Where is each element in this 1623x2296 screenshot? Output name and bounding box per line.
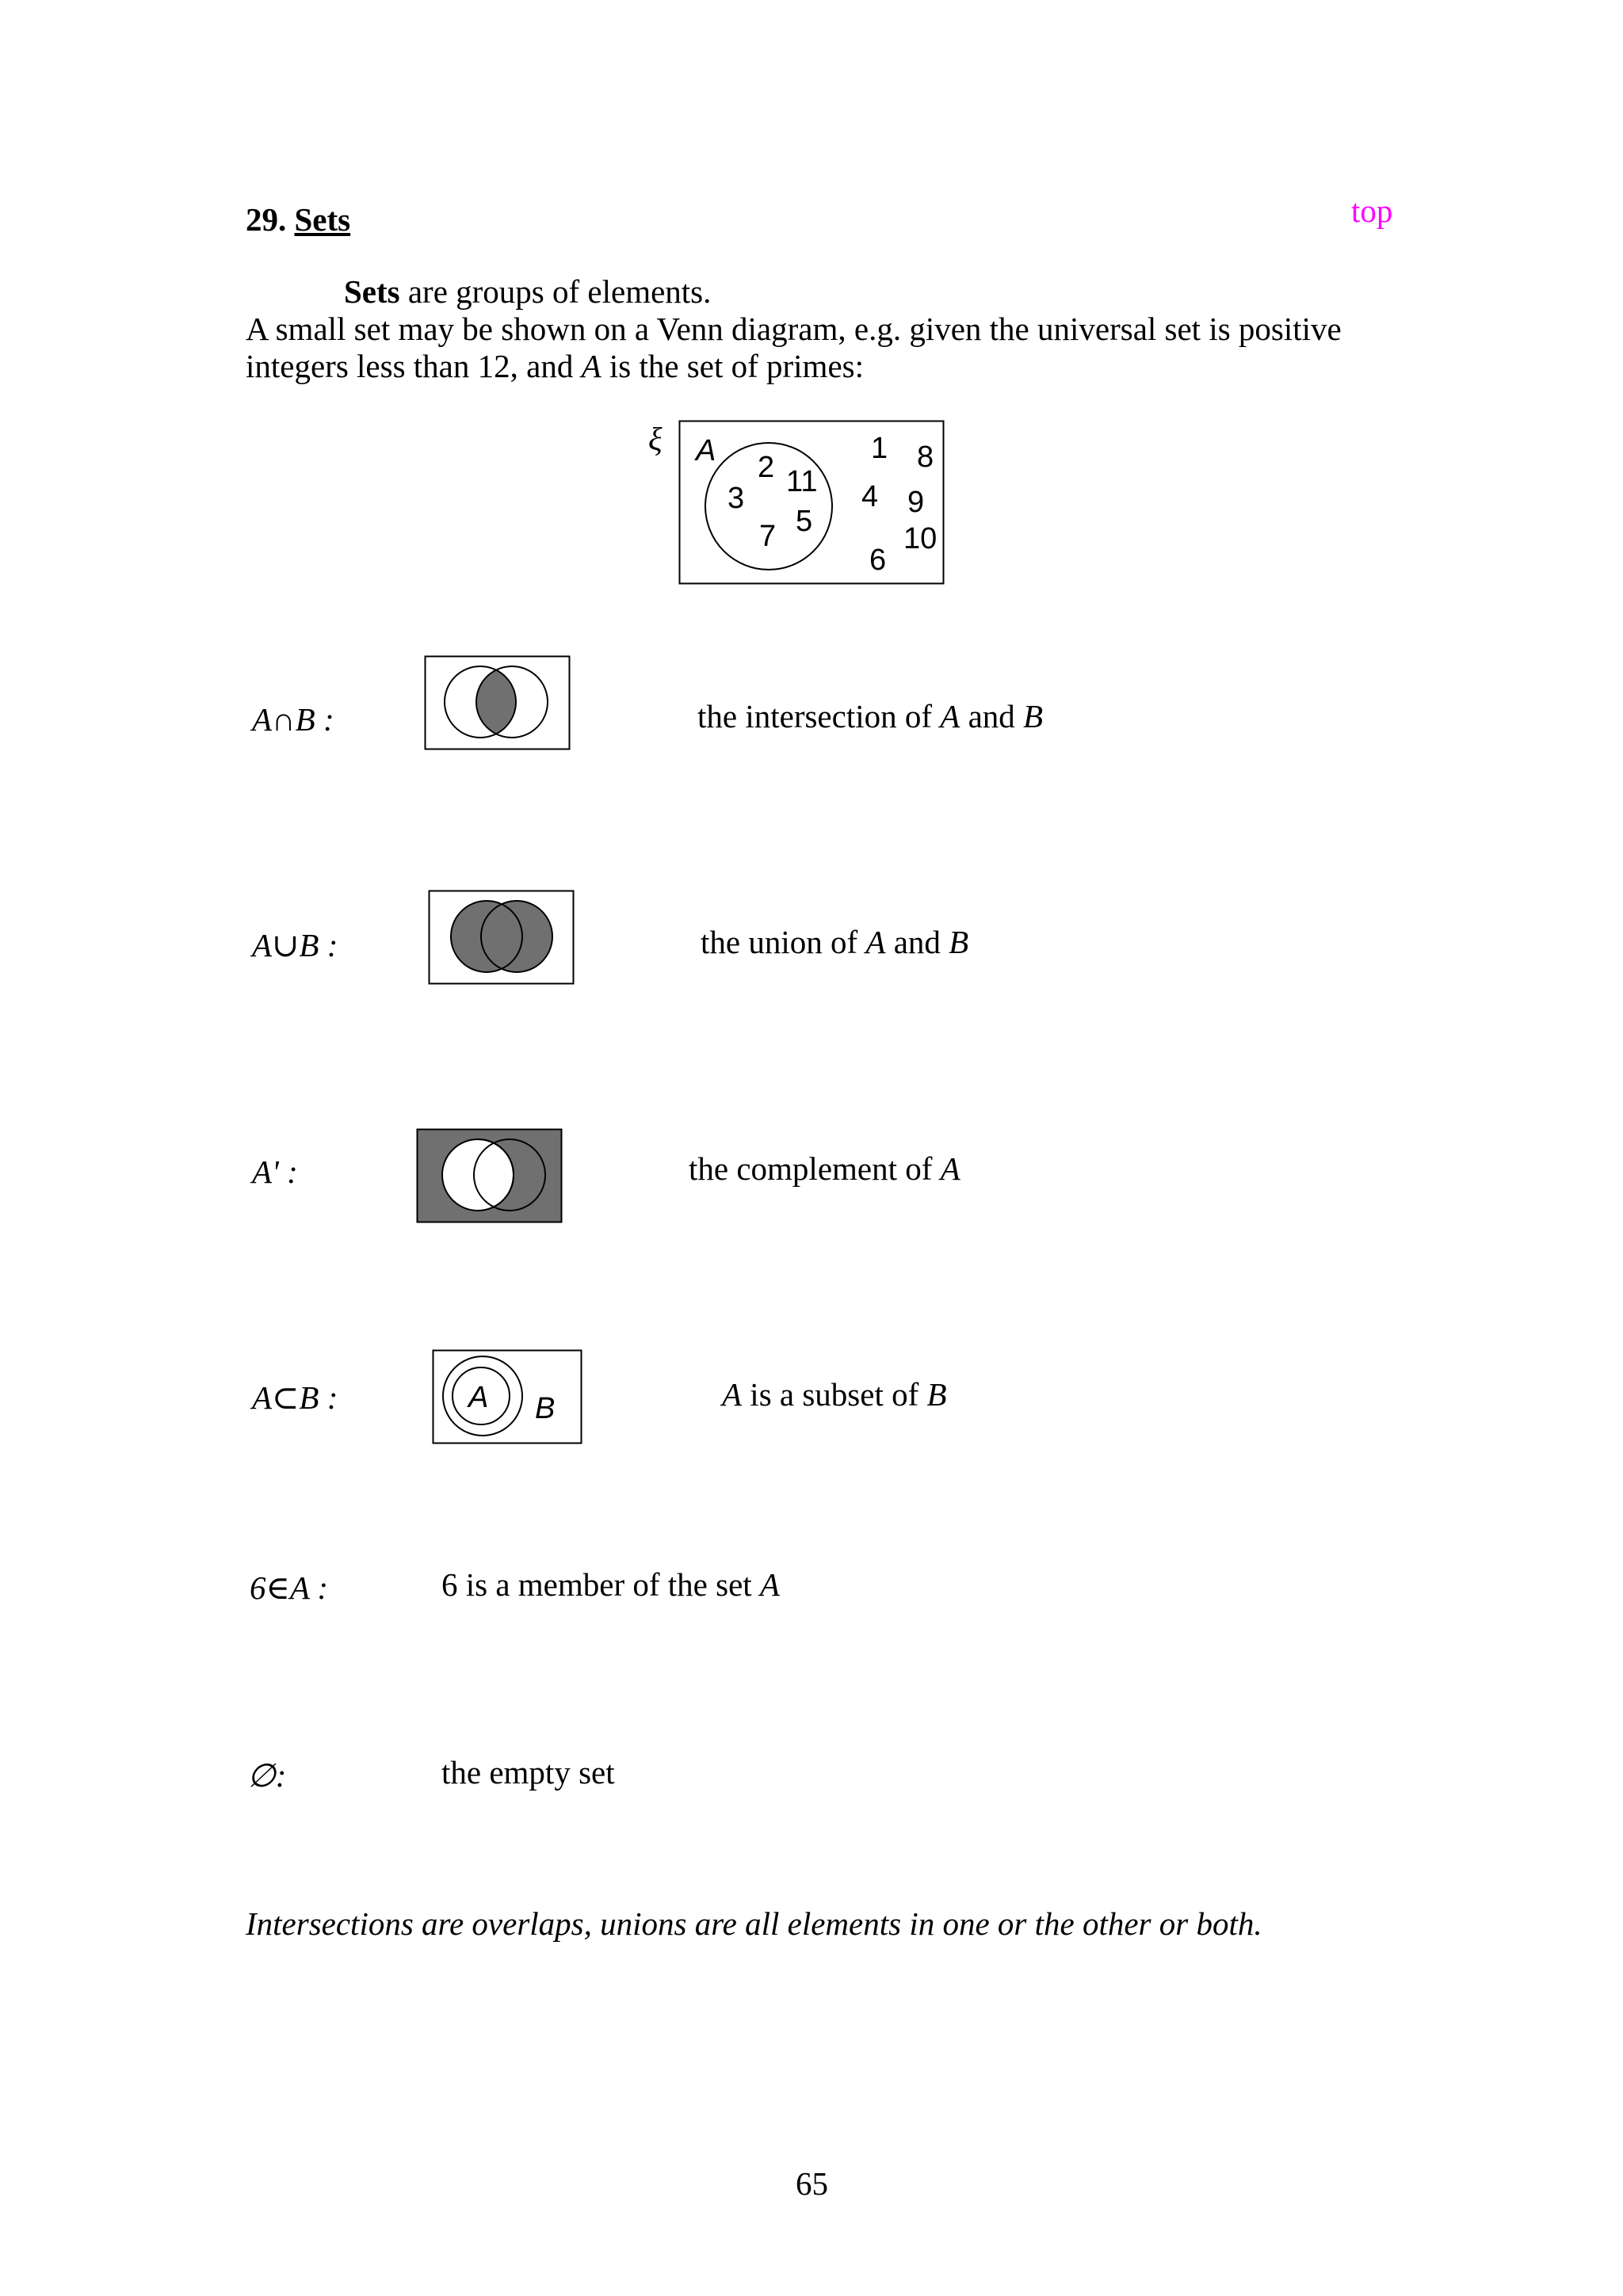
section-number: 29. — [246, 201, 287, 238]
desc-var: A — [759, 1566, 780, 1603]
empty-set-description — [441, 1756, 615, 1789]
desc-text: the empty set — [441, 1754, 615, 1791]
desc-var: A — [865, 924, 886, 960]
intro-line-1-rest: are groups of elements. — [399, 273, 712, 310]
section-title: Sets — [294, 201, 351, 238]
venn-set-label: A — [696, 434, 716, 467]
section-heading — [246, 200, 350, 238]
desc-text: and — [960, 698, 1024, 734]
universal-set-box — [680, 421, 944, 584]
venn-element: 7 — [759, 520, 777, 553]
desc-text: is a subset of — [742, 1376, 927, 1413]
venn-element: 6 — [869, 543, 887, 577]
venn-element: 5 — [796, 505, 813, 538]
subset-label-b: B — [535, 1392, 556, 1425]
venn-element: 3 — [727, 482, 745, 515]
venn-element: 8 — [917, 441, 934, 474]
intro-line-3-a: integers less than 12, and — [246, 348, 582, 384]
intro-line-3-b: is the set of primes: — [601, 348, 864, 384]
desc-var: B — [1023, 698, 1044, 734]
venn-element: 10 — [903, 522, 938, 555]
desc-text: 6 is a member of the set — [441, 1566, 760, 1603]
union-description — [701, 926, 968, 959]
desc-text: and — [885, 924, 949, 960]
complement-diagram — [416, 1128, 563, 1223]
summary-note: Intersections are overlaps, unions are all elements in one or the other or both. — [246, 1905, 1262, 1942]
subset-symbol: A⊂B : — [252, 1379, 338, 1416]
member-description — [441, 1566, 780, 1603]
desc-var: A — [722, 1376, 743, 1413]
desc-var: B — [949, 924, 969, 960]
subset-label-a: A — [468, 1381, 489, 1414]
union-diagram — [428, 890, 575, 985]
intersection-symbol: A∩B : — [252, 701, 334, 738]
venn-element: 4 — [861, 480, 879, 513]
member-symbol: 6∈A : — [250, 1569, 329, 1606]
union-symbol: A∪B : — [252, 927, 338, 963]
desc-text: the complement of — [689, 1150, 941, 1187]
complement-symbol: A' : — [252, 1154, 298, 1190]
intersection-description — [697, 700, 1043, 733]
venn-element: 1 — [871, 432, 888, 465]
intersection-diagram — [424, 655, 571, 750]
subset-description — [722, 1376, 947, 1413]
intro-line-3 — [246, 350, 864, 383]
desc-var: B — [926, 1376, 947, 1413]
venn-example-diagram — [678, 420, 945, 585]
page-number: 65 — [796, 2165, 828, 2202]
venn-element: 2 — [758, 451, 775, 484]
desc-var: A — [940, 698, 960, 734]
intro-line-2: A small set may be shown on a Venn diagram, e.g. given the universal set is positive — [246, 311, 1342, 347]
subset-diagram — [432, 1349, 582, 1444]
venn-element: 11 — [786, 465, 818, 498]
intro-line-3-var: A — [581, 348, 601, 384]
empty-set-symbol: ∅: — [247, 1757, 287, 1794]
desc-text: the union of — [701, 924, 866, 960]
intro-bold-word: Sets — [344, 273, 400, 310]
venn-element: 9 — [907, 486, 925, 519]
universal-set-symbol: ξ — [648, 421, 663, 457]
desc-text: the intersection of — [697, 698, 941, 734]
top-link[interactable]: top — [1351, 193, 1393, 229]
desc-var: A — [940, 1150, 960, 1187]
complement-description — [689, 1150, 960, 1187]
intro-line-1 — [344, 273, 712, 310]
